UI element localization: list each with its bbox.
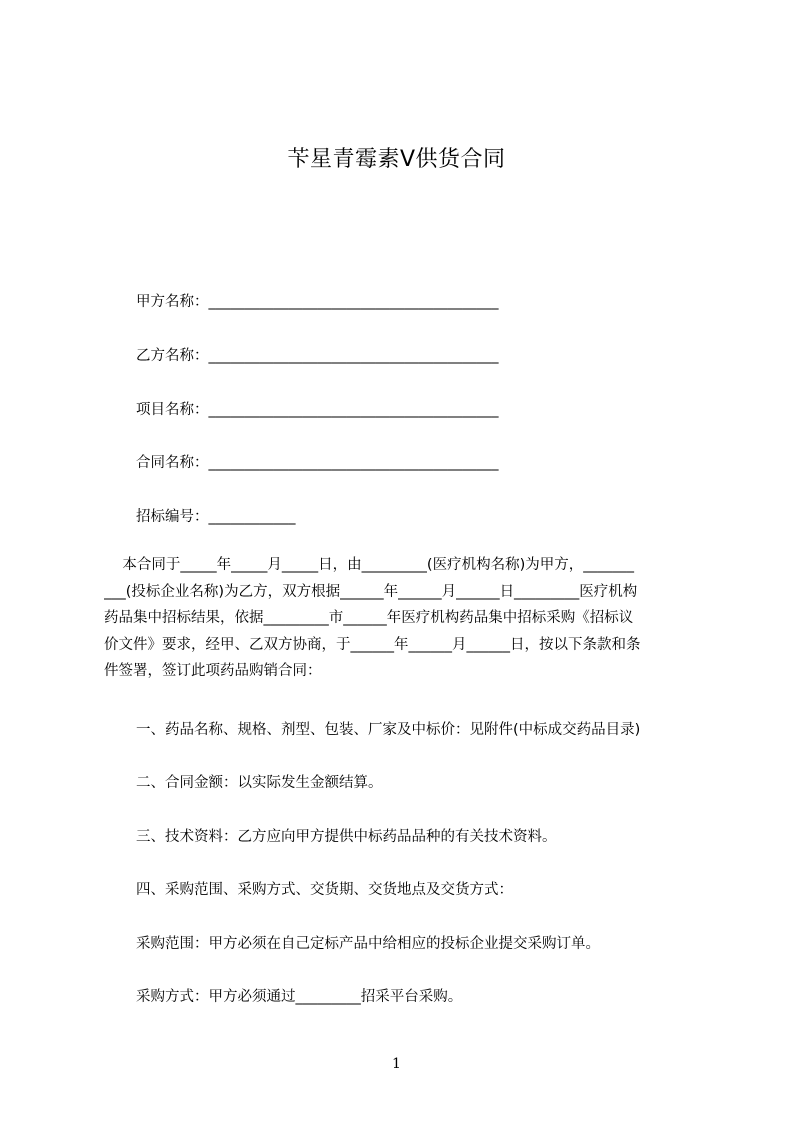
document-title: 苄星青霉素Ⅴ供货合同 [287,147,506,172]
party-a-field [136,290,499,311]
procurement-scope: 采购范围：甲方必须在自己定标产品中给相应的投标企业提交采购订单。 [136,936,600,952]
page-number: 1 [392,1056,401,1072]
intro-line: 药品集中招标结果，依据_________市______年医疗机构药品集中招标采购《招标议 [104,610,634,626]
contract-name-blank: ________________________________________ [208,455,499,471]
intro-line: 价文件》要求，经甲、乙双方协商，于______年______月______日，按以下条款和条 [104,636,641,653]
party-b-blank: ________________________________________ [208,348,499,364]
intro-line: ___(投标企业名称)为乙方，双方根据______年______月______日_________医疗机构 [104,583,638,600]
party-b-label: 乙方名称： [136,348,209,364]
intro-paragraph [104,552,700,685]
party-a-label: 甲方名称： [136,294,209,310]
clause-1: 一、药品名称、规格、剂型、包装、厂家及中标价：见附件(中标成交药品目录) [136,722,641,738]
procurement-method: 采购方式：甲方必须通过_________招采平台采购。 [136,989,463,1005]
party-b-field [136,344,499,365]
project-name-field [136,398,499,419]
clause-3: 三、技术资料：乙方应向甲方提供中标药品品种的有关技术资料。 [136,829,557,845]
tender-number-field [136,505,296,526]
project-name-label: 项目名称： [136,402,209,418]
project-name-blank: ________________________________________ [208,402,499,418]
party-a-blank: ________________________________________ [208,294,499,310]
contract-name-field [136,451,499,472]
intro-line: 本合同于_____年_____月_____日，由_________(医疗机构名称)为甲方，_______ [104,557,634,573]
tender-number-blank: ____________ [208,509,296,525]
tender-number-label: 招标编号： [136,509,209,525]
clause-4: 四、采购范围、采购方式、交货期、交货地点及交货方式： [136,882,513,898]
intro-line: 件签署，签订此项药品购销合同： [104,663,322,679]
contract-name-label: 合同名称： [136,455,209,471]
clause-2: 二、合同金额：以实际发生金额结算。 [136,775,383,791]
